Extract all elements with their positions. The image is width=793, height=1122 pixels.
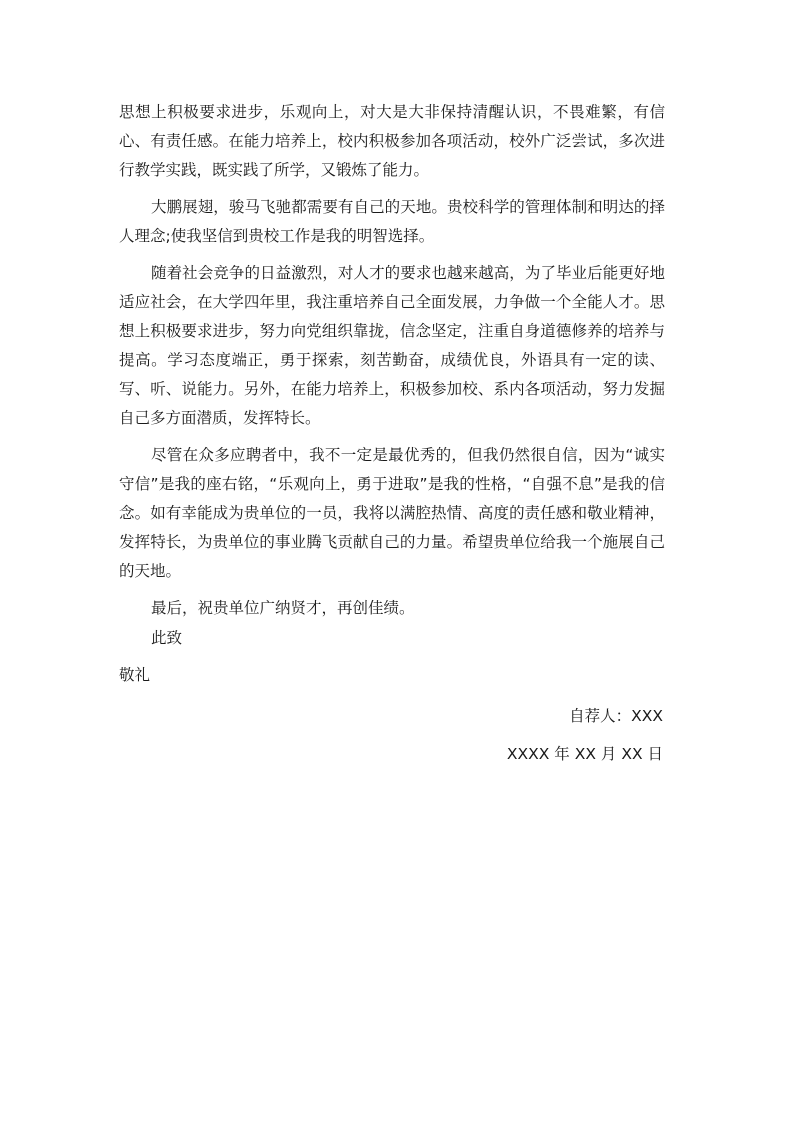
paragraph-wishes: 最后，祝贵单位广纳贤才，再创佳绩。 — [151, 599, 415, 617]
paragraph-aspiration: 大鹏展翅，骏马飞驰都需要有自己的天地。贵校科学的管理体制和明达的择人理念;使我坚信到贵校工作是我的明智选择。 — [119, 198, 665, 245]
paragraph-development: 随着社会竞争的日益激烈，对人才的要求也越来越高，为了毕业后能更好地适应社会，在大学四年里，我注重培养自己全面发展，力争做一个全能人才。思想上积极要求进步，努力向党组织靠拢，信念坚定，注重自身道德修养的培养与提高。学习态度端正，勇于探索，刻苦勤奋，成绩优良，外语具有一定的读、写、听、说能力。另外，在能力培养上，积极参加校、系内各项活动，努力发掘自己多方面潜质，发挥特长。 — [119, 264, 665, 427]
letter-body — [119, 98, 665, 623]
date-line: XXXX 年 XX 月 XX 日 — [506, 745, 663, 763]
closing-jingli: 敬礼 — [119, 666, 151, 684]
paragraph-continuation: 思想上积极要求进步，乐观向上，对大是大非保持清醒认识，不畏难繁，有信心、有责任感。在能力培养上，校内积极参加各项活动，校外广泛尝试，多次进行教学实践，既实践了所学，又锻炼了能力。 — [119, 103, 665, 179]
paragraph-confidence: 尽管在众多应聘者中，我不一定是最优秀的，但我仍然很自信，因为“诚实守信”是我的座右铭，“乐观向上，勇于进取”是我的性格，“自强不息”是我的信念。如有幸能成为贵单位的一员，我将以满腔热情、高度的责任感和敬业精神，发挥特长，为贵单位的事业腾飞贡献自己的力量。希望贵单位给我一个施展自己的天地。 — [119, 446, 665, 580]
closing-cizhi: 此致 — [151, 629, 183, 647]
signature-line: 自荐人：XXX — [569, 707, 663, 725]
